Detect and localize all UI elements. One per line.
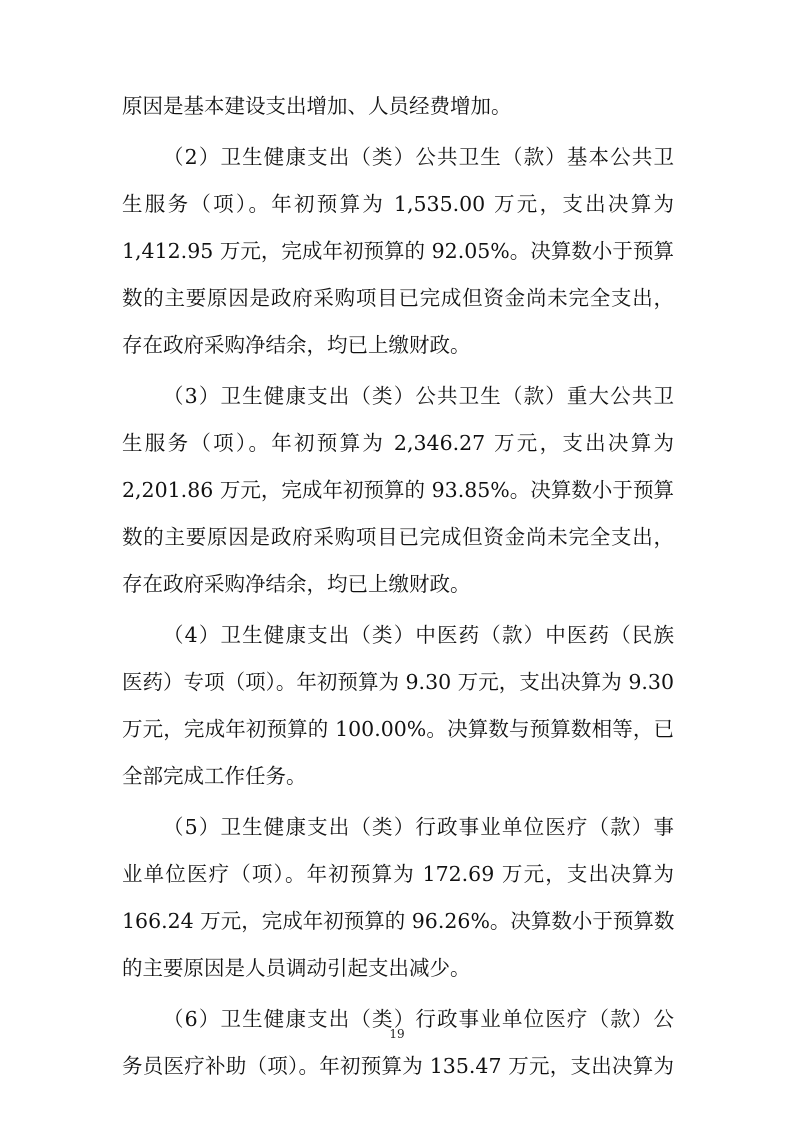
text-line: 的主要原因是人员调动引起支出减少。 <box>122 956 471 980</box>
page-number: 19 <box>389 1027 405 1041</box>
paragraph-6-line-1: （6）卫生健康支出（类）行政事业单位医疗（款）公 <box>163 1007 674 1031</box>
text-line: 数的主要原因是政府采购项目已完成但资金尚未完全支出， <box>122 525 674 549</box>
text-line: 务员医疗补助（项）。年初预算为 135.47 万元，支出决算为 <box>122 1054 674 1078</box>
text-line: 生服务（项）。年初预算为 1,535.00 万元，支出决算为 <box>122 192 674 216</box>
text-line: 数的主要原因是政府采购项目已完成但资金尚未完全支出， <box>122 286 674 310</box>
paragraph-4-line-1: （4）卫生健康支出（类）中医药（款）中医药（民族 <box>163 623 674 647</box>
text-line: 业单位医疗（项）。年初预算为 172.69 万元，支出决算为 <box>122 862 674 886</box>
text-line: 166.24 万元，完成年初预算的 96.26%。决算数小于预算数 <box>122 909 675 933</box>
text-line: 生服务（项）。年初预算为 2,346.27 万元，支出决算为 <box>122 431 674 455</box>
text-line: 存在政府采购净结余，均已上缴财政。 <box>122 572 471 596</box>
text-line: 2,201.86 万元，完成年初预算的 93.85%。决算数小于预算 <box>122 478 674 502</box>
text-line: 原因是基本建设支出增加、人员经费增加。 <box>122 94 512 118</box>
text-line: 1,412.95 万元，完成年初预算的 92.05%。决算数小于预算 <box>122 239 674 263</box>
text-line: 万元，完成年初预算的 100.00%。决算数与预算数相等，已 <box>122 717 674 741</box>
text-line: 存在政府采购净结余，均已上缴财政。 <box>122 333 471 357</box>
paragraph-3-line-1: （3）卫生健康支出（类）公共卫生（款）重大公共卫 <box>163 384 674 408</box>
paragraph-2-line-1: （2）卫生健康支出（类）公共卫生（款）基本公共卫 <box>163 145 674 169</box>
text-line: 医药）专项（项）。年初预算为 9.30 万元，支出决算为 9.30 <box>122 670 674 694</box>
paragraph-5-line-1: （5）卫生健康支出（类）行政事业单位医疗（款）事 <box>163 815 674 839</box>
text-line: 全部完成工作任务。 <box>122 764 307 788</box>
